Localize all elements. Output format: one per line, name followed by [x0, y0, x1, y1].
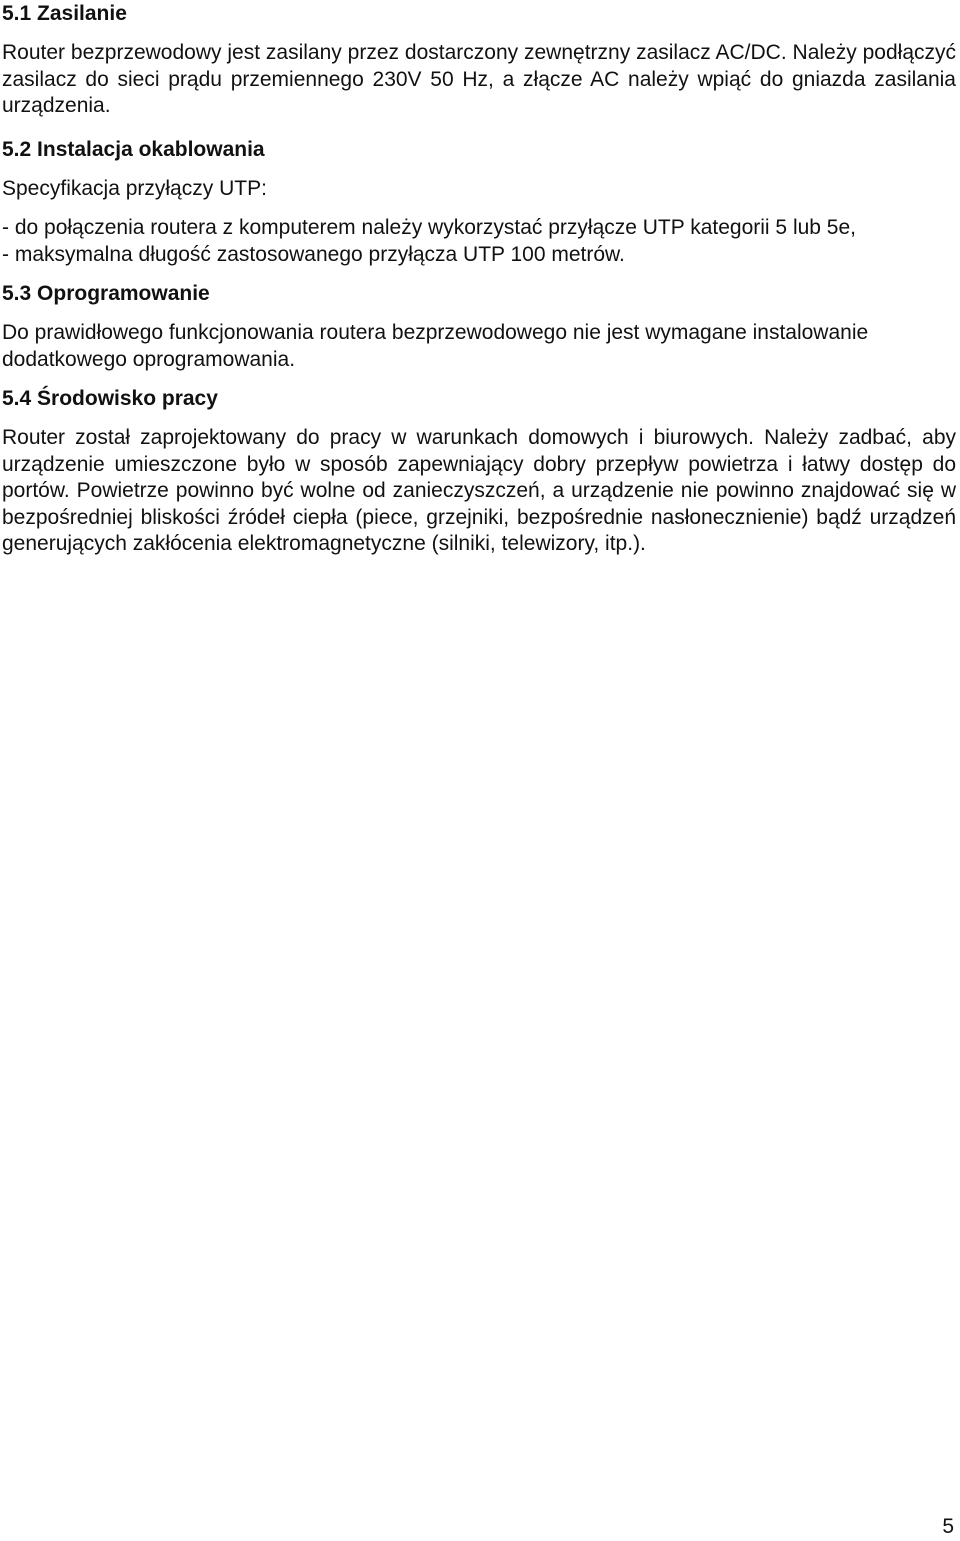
document-page — [2, 0, 956, 558]
section-intro: Specyfikacja przyłączy UTP: — [2, 176, 267, 200]
section-software — [2, 281, 956, 373]
section-title: 5.2 Instalacja okablowania — [2, 137, 265, 161]
section-power — [2, 1, 956, 120]
section-title: 5.3 Oprogramowanie — [2, 282, 210, 305]
page-number: 5 — [942, 1515, 954, 1538]
section-title: 5.4 Środowisko pracy — [2, 387, 218, 410]
section-body: Router został zaprojektowany do pracy w warunkach domowych i biurowych. Należy zadbać, aby urządzenie umieszczone było w sposób zapewniający dobry przepływ powietrza i łatwy dostęp do portów. Powietrze powinno być wolne od zanieczyszczeń, a urządzenie nie powinno znajdować się w bezpośredniej bliskości źródeł ciepła (piece, grzejniki, bezpośrednie nasłonecznienie) bądź urządzeń generujących zakłócenia elektromagnetyczne (silniki, telewizory, itp.). — [2, 426, 956, 555]
section-title: 5.1 Zasilanie — [2, 2, 127, 25]
section-body: Router bezprzewodowy jest zasilany przez dostarczony zewnętrzny zasilacz AC/DC. Należy podłączyć zasilacz do sieci prądu przemiennego 230V 50 Hz, a złącze AC należy wpiąć do gniazda zasilania urządzenia. — [2, 41, 956, 117]
list-item: - maksymalna długość zastosowanego przyłącza UTP 100 metrów. — [2, 242, 625, 266]
section-cabling — [2, 137, 956, 269]
list-item: - do połączenia routera z komputerem należy wykorzystać przyłącze UTP kategorii 5 lub 5e, — [2, 216, 856, 239]
spec-list — [2, 215, 956, 268]
section-environment — [2, 386, 956, 558]
section-body: Do prawidłowego funkcjonowania routera bezprzewodowego nie jest wymagane instalowanie dodatkowego oprogramowania. — [2, 321, 869, 371]
